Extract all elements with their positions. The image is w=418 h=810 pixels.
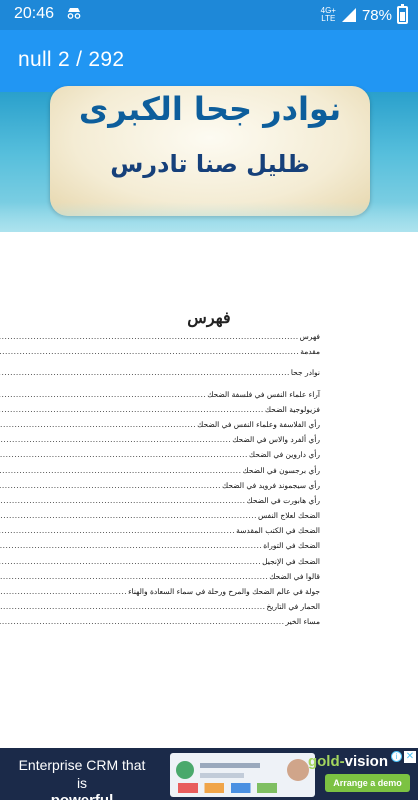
ad-headline[interactable] <box>12 756 152 810</box>
toc-leader-dots <box>0 557 262 566</box>
cover-subtitle: ظليل صنا تادرس <box>110 150 310 178</box>
toc-entry-title: فهرس <box>299 332 320 341</box>
battery-percent: 78% <box>361 6 392 24</box>
page-counter-title: null 2 / 292 <box>18 48 125 71</box>
cover-title-card <box>50 86 370 216</box>
mock-text-bar <box>200 763 260 768</box>
ad-product-image <box>170 753 315 797</box>
toc-leader-dots <box>0 450 249 459</box>
toc-leader-dots <box>0 617 285 626</box>
toc-leader-dots <box>0 347 300 356</box>
toc-row[interactable] <box>98 347 320 362</box>
logo-badge-icon <box>176 761 194 779</box>
toc-entry-title: جولة في عالم الضحك والمرح ورحلة في سماء السعادة والهناء <box>128 587 320 596</box>
toc-heading: فهرس <box>187 308 231 327</box>
toc-row[interactable] <box>98 405 320 420</box>
toc-entry-title: رأي الفلاسفة وعلماء النفس في الضحك <box>197 419 320 429</box>
toc-row[interactable] <box>98 541 320 556</box>
toc-entry-title: الضحك لعلاج النفس <box>257 511 320 521</box>
signal-icon <box>341 7 357 23</box>
ad-brand-part2: vision <box>344 753 388 770</box>
toc-leader-dots <box>0 420 197 429</box>
toc-row[interactable] <box>98 466 320 481</box>
toc-row[interactable] <box>98 450 320 465</box>
book-cover-image <box>0 92 418 232</box>
toc-leader-dots <box>0 602 266 611</box>
incognito-icon <box>66 7 82 19</box>
toc-row[interactable] <box>98 481 320 496</box>
toc-leader-dots <box>0 332 300 341</box>
toc-leader-dots <box>0 511 258 520</box>
toc-row[interactable] <box>98 617 320 632</box>
battery-fill <box>400 12 405 21</box>
status-bar <box>0 0 418 30</box>
toc-entry-title: قالوا في الضحك <box>269 571 320 581</box>
ad-brand-part1: gold- <box>307 753 345 770</box>
cover-title: نوادر جحا الكبرى <box>78 90 342 128</box>
toc-leader-dots <box>0 572 269 581</box>
toc-leader-dots <box>0 496 247 505</box>
toc-row[interactable] <box>98 587 320 602</box>
ad-cta-button[interactable]: Arrange a demo <box>325 774 410 792</box>
network-type: 4G+ <box>320 6 336 15</box>
toc-leader-dots <box>0 390 207 399</box>
toc-row[interactable] <box>98 496 320 511</box>
toc-entry-title: رأي هابورت في الضحك <box>246 495 320 505</box>
status-indicators <box>321 4 408 26</box>
toc-row[interactable] <box>98 602 320 617</box>
mock-text-bar <box>200 773 244 778</box>
toc-entry-title: الضحك في الإنجيل <box>262 556 320 566</box>
status-time: 20:46 <box>14 5 55 22</box>
toc-leader-dots <box>0 435 232 444</box>
toc-entry-title: فزيولوجية الضحك <box>264 404 320 414</box>
toc-entry-title: رأي ألفرد والاس في الضحك <box>232 435 320 445</box>
toc-entry-title: الحمار في التاريخ <box>266 602 320 612</box>
ad-banner[interactable] <box>0 748 418 809</box>
toc-leader-dots <box>0 368 291 377</box>
ad-headline-line2: powerful <box>50 792 114 809</box>
battery-icon <box>397 6 408 24</box>
toc-row[interactable] <box>98 557 320 572</box>
toc-leader-dots <box>0 526 236 535</box>
toc-row[interactable] <box>98 390 320 405</box>
app-bar <box>0 30 418 92</box>
network-indicator <box>321 7 336 23</box>
cover-sea <box>0 202 418 232</box>
table-of-contents <box>98 332 320 633</box>
network-sub: LTE <box>321 14 336 23</box>
toc-leader-dots <box>0 481 222 490</box>
toc-row[interactable] <box>98 572 320 587</box>
toc-row[interactable] <box>98 368 320 383</box>
ad-info-icon[interactable]: i <box>391 751 402 762</box>
toc-leader-dots <box>0 541 263 550</box>
document-page <box>0 232 418 748</box>
toc-row[interactable] <box>98 526 320 541</box>
toc-entry-title: رأي برجسون في الضحك <box>242 465 320 475</box>
toc-row[interactable] <box>98 511 320 526</box>
toc-entry-title: الضحك في الكتب المقدسة <box>236 526 320 536</box>
toc-leader-dots <box>0 466 242 475</box>
avatar <box>287 759 309 781</box>
toc-entry-title: رأي داروين في الضحك <box>248 450 320 460</box>
toc-entry-title: آراء علماء النفس في فلسفة الضحك <box>207 389 320 399</box>
toc-entry-title: مساء الخير <box>285 617 320 627</box>
toc-entry-title: نوادر جحا <box>290 368 320 378</box>
mock-chart-blocks <box>178 783 288 793</box>
toc-row[interactable] <box>98 435 320 450</box>
toc-entry-title: الضحك في التوراة <box>263 541 320 551</box>
toc-leader-dots <box>0 587 128 596</box>
toc-row[interactable] <box>98 332 320 347</box>
ad-brand <box>308 753 388 770</box>
toc-entry-title: رأي سيجموند فرويد في الضحك <box>222 480 320 490</box>
ad-close-icon[interactable]: ✕ <box>405 751 415 762</box>
toc-row[interactable] <box>98 420 320 435</box>
ad-headline-line1: Enterprise CRM that is <box>18 757 146 791</box>
toc-entry-title: مقدمة <box>300 347 320 357</box>
toc-leader-dots <box>0 405 265 414</box>
